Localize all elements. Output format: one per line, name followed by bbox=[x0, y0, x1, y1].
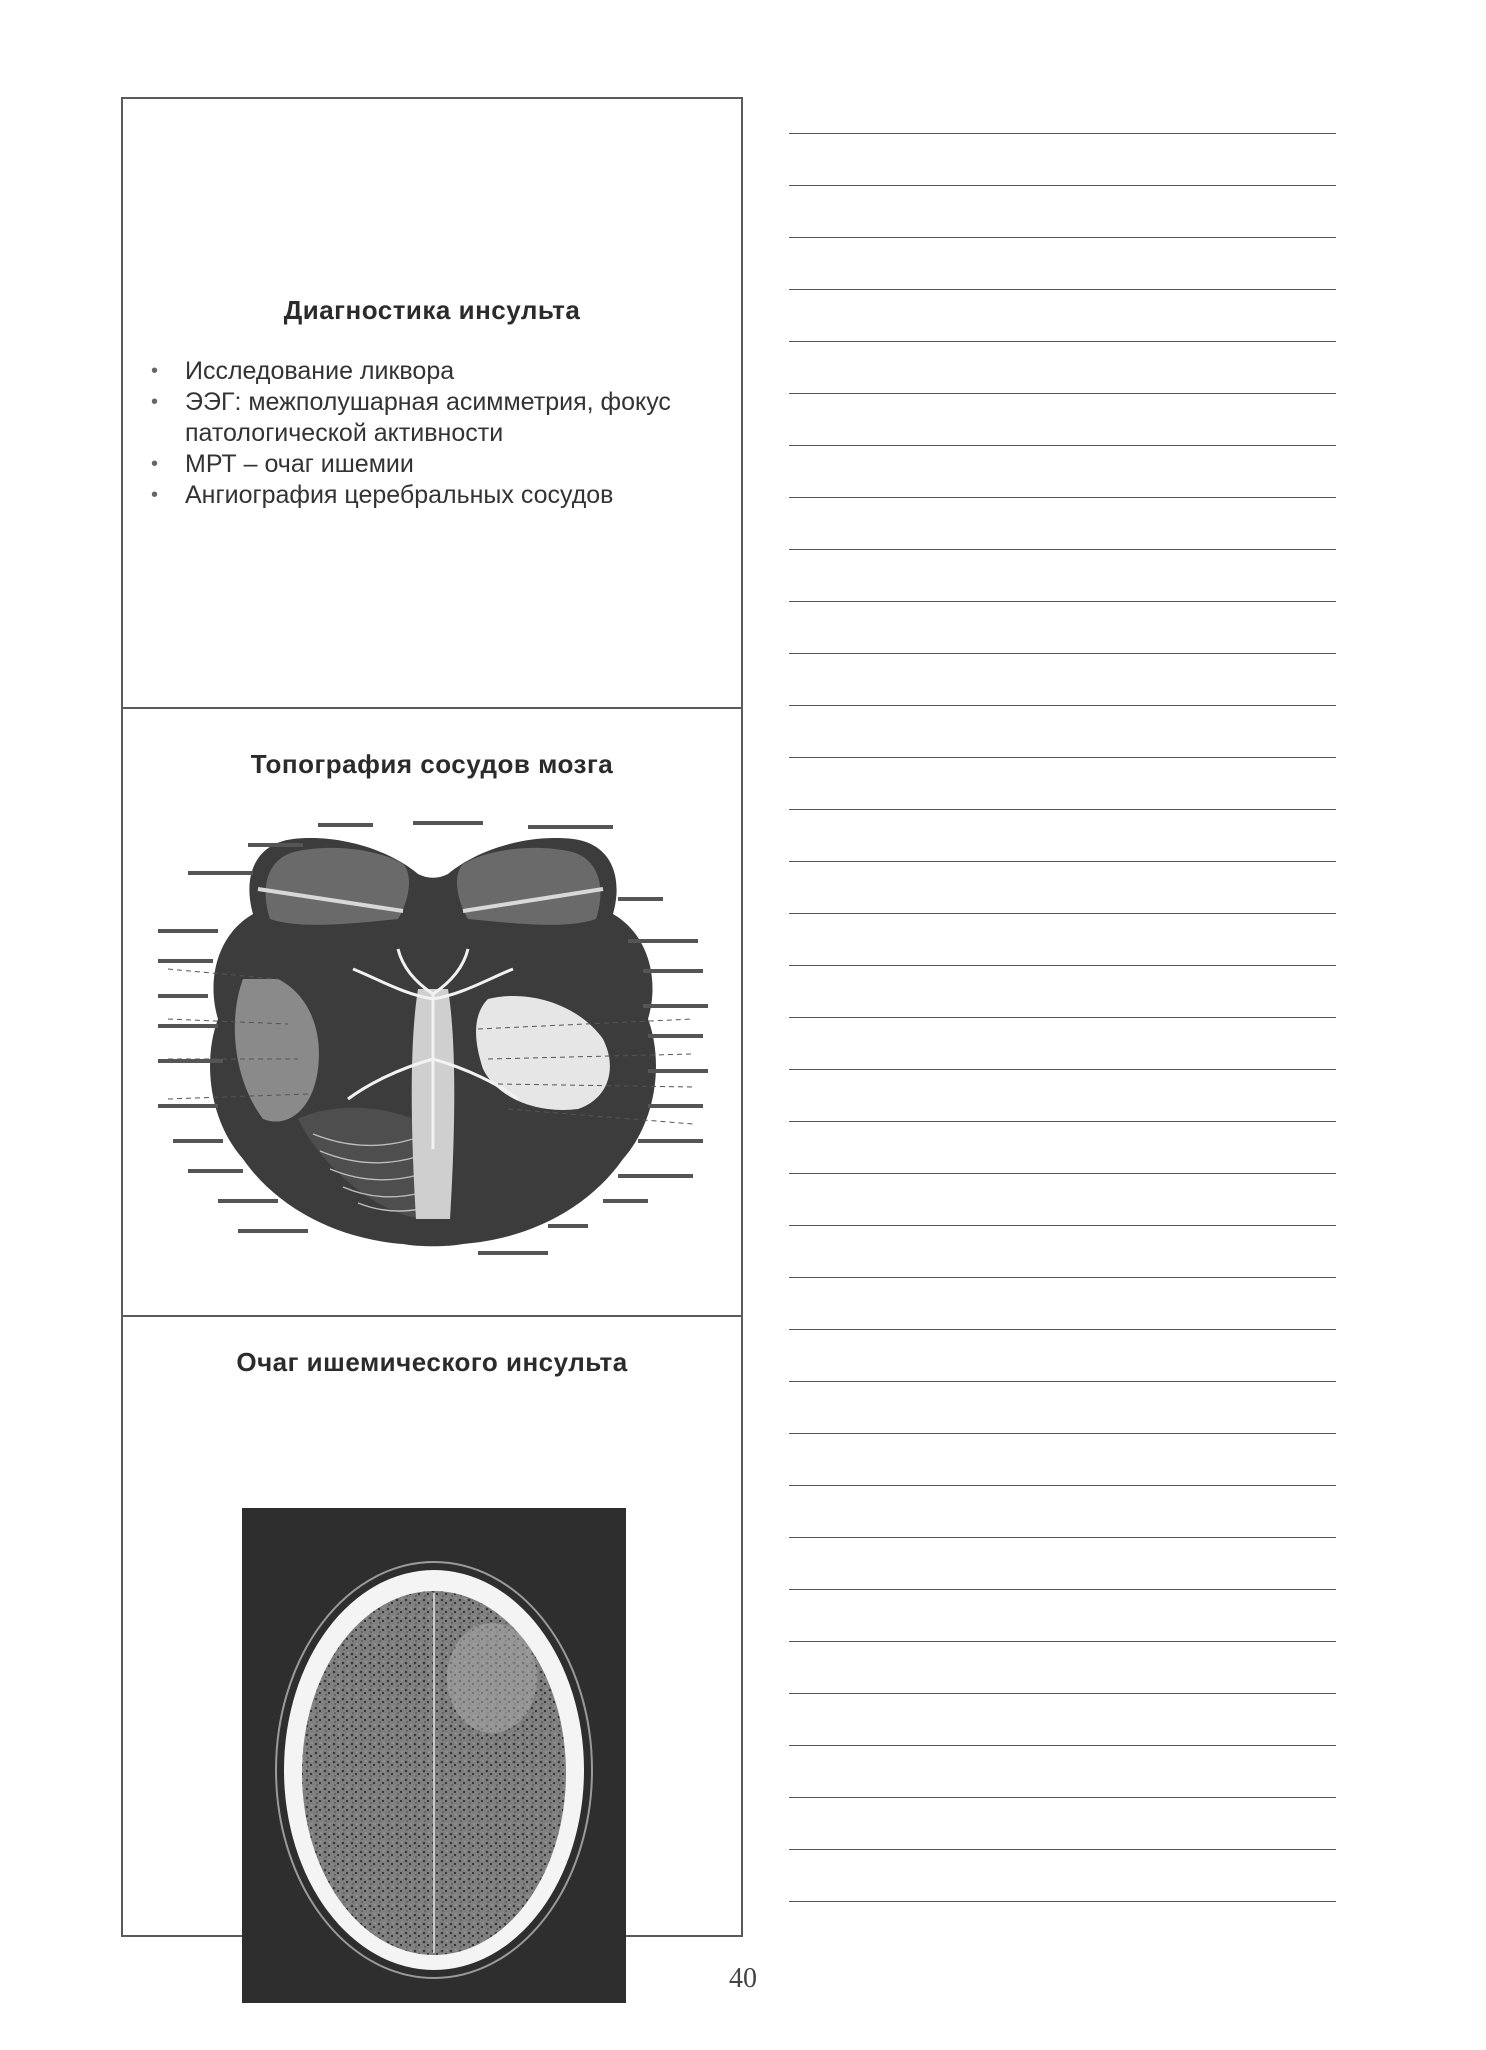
page-number: 40 bbox=[729, 1963, 757, 1994]
slide-stroke-diagnostics bbox=[123, 99, 741, 709]
note-line bbox=[789, 1849, 1336, 1850]
note-line bbox=[789, 549, 1336, 550]
note-line bbox=[789, 1797, 1336, 1798]
bullet-icon: • bbox=[151, 453, 159, 475]
slide-title: Топография сосудов мозга bbox=[250, 749, 614, 779]
note-line bbox=[789, 1069, 1336, 1070]
note-line bbox=[789, 393, 1336, 394]
note-line bbox=[789, 1225, 1336, 1226]
slide-title: Диагностика инсульта bbox=[283, 295, 581, 325]
slide-handout-column bbox=[121, 97, 743, 1937]
note-line bbox=[789, 1173, 1336, 1174]
list-item: • МРТ – очаг ишемии bbox=[151, 450, 414, 478]
note-line bbox=[789, 445, 1336, 446]
note-line bbox=[789, 1745, 1336, 1746]
note-line bbox=[789, 809, 1336, 810]
note-line bbox=[789, 1901, 1336, 1902]
note-line bbox=[789, 653, 1336, 654]
bullet-icon: • bbox=[151, 484, 159, 506]
note-line bbox=[789, 705, 1336, 706]
note-line bbox=[789, 1017, 1336, 1018]
bullet-icon: • bbox=[151, 391, 159, 413]
slide-title: Очаг ишемического инсульта bbox=[236, 1347, 628, 1377]
bullet-icon: • bbox=[151, 360, 159, 382]
note-line bbox=[789, 1537, 1336, 1538]
note-line bbox=[789, 1381, 1336, 1382]
list-item: • Исследование ликвора bbox=[151, 357, 455, 385]
note-line bbox=[789, 1433, 1336, 1434]
note-line bbox=[789, 601, 1336, 602]
note-line bbox=[789, 185, 1336, 186]
note-line bbox=[789, 1641, 1336, 1642]
list-item: • Ангиография церебральных сосудов bbox=[151, 481, 614, 509]
note-line bbox=[789, 341, 1336, 342]
slide-brain-vessels bbox=[123, 709, 741, 1317]
note-line bbox=[789, 1329, 1336, 1330]
note-line bbox=[789, 757, 1336, 758]
bullet-list bbox=[149, 356, 729, 511]
list-item: • ЭЭГ: межполушарная асимметрия, фокус патологической активности bbox=[151, 388, 671, 447]
ct-scan-axial-illustration bbox=[242, 1508, 626, 2003]
note-line bbox=[789, 1121, 1336, 1122]
note-line bbox=[789, 861, 1336, 862]
note-line bbox=[789, 237, 1336, 238]
note-line bbox=[789, 965, 1336, 966]
note-line bbox=[789, 133, 1336, 134]
note-line bbox=[789, 289, 1336, 290]
note-line bbox=[789, 1277, 1336, 1278]
note-line bbox=[789, 913, 1336, 914]
note-line bbox=[789, 1485, 1336, 1486]
slide-ischemic-focus bbox=[123, 1317, 741, 1935]
brain-base-vessels-illustration bbox=[148, 819, 718, 1269]
note-line bbox=[789, 1693, 1336, 1694]
note-line bbox=[789, 1589, 1336, 1590]
note-line bbox=[789, 497, 1336, 498]
